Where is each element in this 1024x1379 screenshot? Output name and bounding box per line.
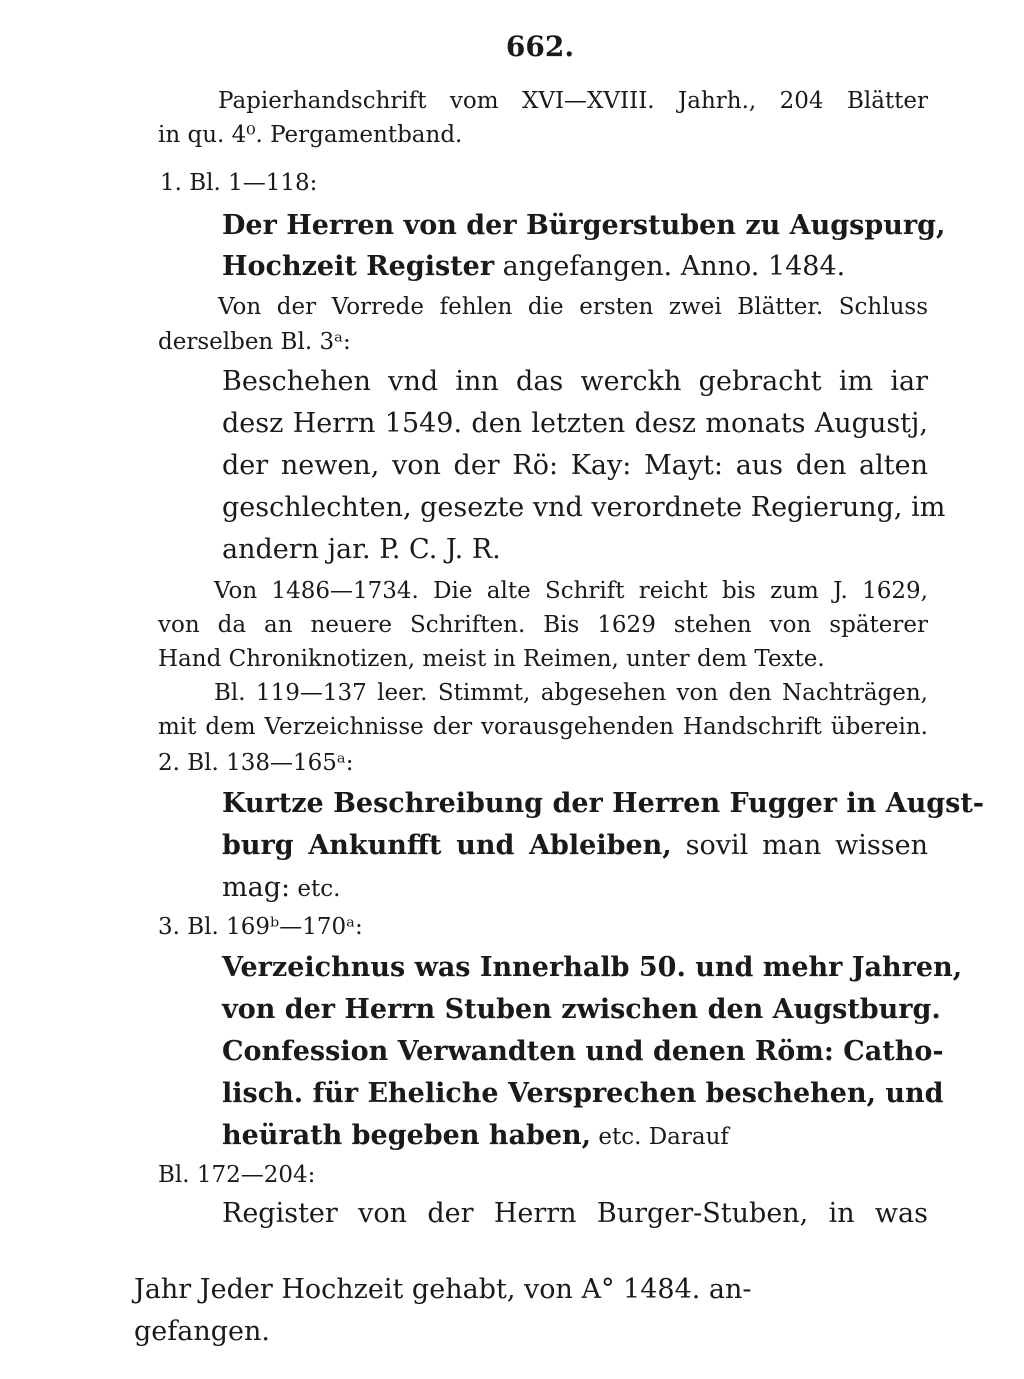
text-line: von da an neuere Schriften. Bis 1629 stehen von späterer (158, 612, 928, 638)
manuscript-title-line: Kurtze Beschreibung der Herren Fugger in Augst- (222, 788, 984, 819)
register-title-line: Jahr Jeder Hochzeit gehabt, von A° 1484. an- (134, 1274, 752, 1305)
title-etc: etc. Darauf (591, 1124, 729, 1150)
quote-line: geschlechten, gesezte vnd verordnete Regierung, im (222, 492, 946, 523)
page-number: 662. (505, 30, 575, 63)
quote-line: der newen, von der Rö: Kay: Mayt: aus den alten (222, 450, 928, 481)
manuscript-title-line: lisch. für Eheliche Versprechen beschehen, und (222, 1078, 944, 1109)
manuscript-title-line (222, 251, 845, 282)
text-line: Von 1486—1734. Die alte Schrift reicht bis zum J. 1629, (214, 578, 928, 604)
text-line: Bl. 119—137 leer. Stimmt, abgesehen von den Nachträgen, (214, 680, 928, 706)
register-title-line: gefangen. (134, 1316, 270, 1347)
title-regular-part: mag: (222, 872, 291, 903)
quote-line: Beschehen vnd inn das werckh gebracht im iar (222, 366, 928, 397)
entry-heading: Bl. 172—204: (158, 1162, 316, 1188)
manuscript-title-line: Der Herren von der Bürgerstuben zu Augspurg, (222, 210, 946, 241)
quote-line: desz Herrn 1549. den letzten desz monats Augustj, (222, 408, 928, 439)
manuscript-title-line (222, 872, 340, 903)
entry-heading: 2. Bl. 138—165ᵃ: (158, 750, 354, 776)
title-bold-part: heürath begeben haben, (222, 1120, 592, 1151)
title-bold-part: Hochzeit Register (222, 251, 495, 282)
manuscript-title-line: Verzeichnus was Innerhalb 50. und mehr Jahren, (222, 952, 963, 983)
manuscript-title-line: von der Herrn Stuben zwischen den Augstburg. (222, 994, 941, 1025)
title-etc: etc. (290, 876, 341, 902)
text-line: mit dem Verzeichnisse der vorausgehenden Handschrift überein. (158, 714, 928, 740)
manuscript-title-line (222, 1120, 729, 1151)
title-bold-part: burg Ankunfft und Ableiben, (222, 830, 672, 861)
text-line: Von der Vorrede fehlen die ersten zwei Blätter. Schluss (218, 294, 928, 320)
entry-heading: 3. Bl. 169ᵇ—170ᵃ: (158, 914, 363, 940)
text-line: Papierhandschrift vom XVI—XVIII. Jahrh., 204 Blätter (218, 88, 928, 114)
quote-line: andern jar. P. C. J. R. (222, 534, 501, 565)
title-regular-part: sovil man wissen (671, 830, 928, 861)
text-line: in qu. 4⁰. Pergamentband. (158, 122, 463, 148)
manuscript-title-line (222, 830, 928, 861)
manuscript-title-line: Confession Verwandten und denen Röm: Catho- (222, 1036, 944, 1067)
title-regular-part: angefangen. Anno. 1484. (494, 251, 846, 282)
text-line: Hand Chroniknotizen, meist in Reimen, unter dem Texte. (158, 646, 825, 672)
entry-heading: 1. Bl. 1—118: (160, 170, 318, 196)
text-line: derselben Bl. 3ᵃ: (158, 329, 351, 355)
register-title-line: Register von der Herrn Burger-Stuben, in was (222, 1198, 928, 1229)
